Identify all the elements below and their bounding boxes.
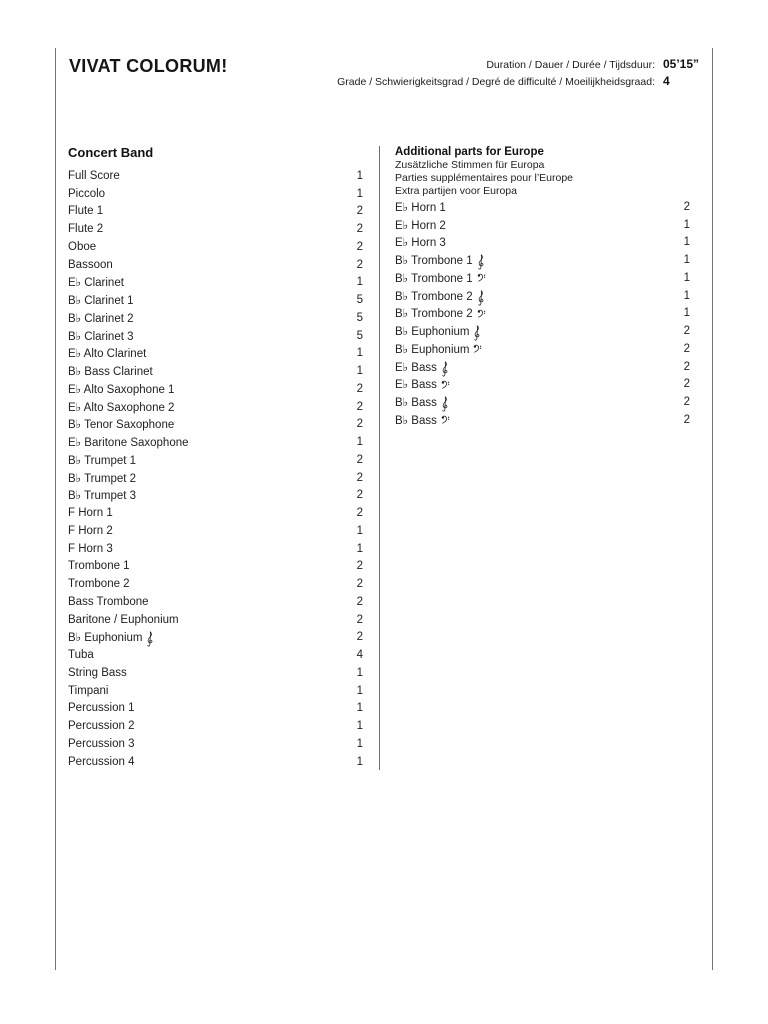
part-count: 2 xyxy=(356,382,363,395)
page-title: VIVAT COLORUM! xyxy=(69,56,228,76)
instrument-row xyxy=(68,717,363,735)
instrument-name xyxy=(68,346,146,360)
part-count: 5 xyxy=(356,294,363,307)
instrument-label: E♭ Bass xyxy=(395,361,437,374)
treble-clef-icon xyxy=(441,359,449,375)
part-count: 1 xyxy=(356,347,363,360)
instrument-label: E♭ Bass xyxy=(395,379,437,392)
instrument-label: B♭ Trumpet 2 xyxy=(68,472,137,485)
instrument-row xyxy=(68,451,363,469)
instrument-row xyxy=(68,682,363,700)
instrument-row xyxy=(395,305,690,323)
instrument-label: E♭ Baritone Saxophone xyxy=(68,437,189,450)
instrument-name xyxy=(68,702,134,714)
bass-clef-icon xyxy=(477,309,486,318)
instrument-row xyxy=(395,393,690,411)
part-count: 1 xyxy=(356,755,363,768)
instrument-name xyxy=(395,218,446,232)
duration-value: 05’15” xyxy=(663,57,700,71)
part-count: 1 xyxy=(356,737,363,750)
instrument-row xyxy=(68,646,363,664)
additional-parts-list xyxy=(395,198,690,429)
instrument-label: B♭ Bass xyxy=(395,397,437,410)
part-count: 2 xyxy=(356,453,363,466)
instrument-row xyxy=(68,416,363,434)
part-count: 2 xyxy=(683,413,690,426)
instrument-row xyxy=(68,593,363,611)
instrument-row xyxy=(395,251,690,269)
instrument-label: B♭ Trumpet 3 xyxy=(68,490,137,503)
instrument-label: Flute 2 xyxy=(68,223,104,236)
instrument-name xyxy=(68,311,134,325)
part-count: 1 xyxy=(356,276,363,289)
instrument-row xyxy=(68,735,363,753)
bass-clef-icon xyxy=(473,344,482,353)
instrument-row xyxy=(68,291,363,309)
instrument-name xyxy=(68,649,94,661)
instrument-row xyxy=(395,269,690,287)
instrument-label: B♭ Euphonium xyxy=(68,632,143,645)
instrument-name xyxy=(68,170,120,182)
additional-parts-heading: Additional parts for Europe xyxy=(395,146,544,158)
part-count: 4 xyxy=(356,649,363,662)
column-divider xyxy=(379,146,380,770)
part-count: 1 xyxy=(683,289,690,302)
instrument-name xyxy=(395,359,449,375)
part-count: 2 xyxy=(356,560,363,573)
instrument-label: E♭ Clarinet xyxy=(68,277,124,290)
instrument-label: E♭ Horn 2 xyxy=(395,219,446,232)
instrument-row xyxy=(395,340,690,358)
treble-clef-icon xyxy=(473,323,481,339)
treble-clef-icon xyxy=(477,288,485,304)
additional-parts-subheadings xyxy=(395,159,690,198)
instrument-row xyxy=(68,238,363,256)
instrument-row xyxy=(68,309,363,327)
instrument-name xyxy=(68,471,136,485)
instrument-row xyxy=(68,753,363,771)
instrument-label: String Bass xyxy=(68,666,127,679)
part-count: 2 xyxy=(356,400,363,413)
instrument-name xyxy=(68,293,134,307)
instrument-name xyxy=(68,738,134,750)
part-count: 2 xyxy=(356,578,363,591)
instrument-row xyxy=(68,629,363,647)
grade-value: 4 xyxy=(663,74,670,88)
part-count: 2 xyxy=(356,507,363,520)
instrument-name xyxy=(395,252,485,268)
instrument-name xyxy=(68,488,136,502)
part-count: 2 xyxy=(356,595,363,608)
instrument-row xyxy=(68,558,363,576)
part-count: 1 xyxy=(683,254,690,267)
instrument-name xyxy=(68,667,127,679)
instrument-name xyxy=(395,288,485,304)
concert-band-heading: Concert Band xyxy=(68,145,154,160)
part-count: 5 xyxy=(356,311,363,324)
instrument-label: B♭ Clarinet 1 xyxy=(68,295,134,308)
instrument-row xyxy=(395,198,690,216)
instrument-row xyxy=(68,575,363,593)
instrument-label: B♭ Bass xyxy=(395,414,437,427)
instrument-name xyxy=(68,205,103,217)
part-count: 1 xyxy=(356,365,363,378)
instrument-name xyxy=(68,188,105,200)
instrument-name xyxy=(68,756,134,768)
instrument-name xyxy=(68,525,113,537)
instrument-name xyxy=(68,382,174,396)
part-count: 2 xyxy=(356,471,363,484)
instrument-name xyxy=(68,543,113,555)
instrument-label: B♭ Trombone 2 xyxy=(395,308,473,321)
concert-band-list xyxy=(68,167,363,771)
instrument-row xyxy=(68,380,363,398)
instrument-row xyxy=(68,540,363,558)
grade-row xyxy=(337,74,710,88)
instrument-row xyxy=(68,664,363,682)
instrument-row xyxy=(68,167,363,185)
instrument-name xyxy=(395,394,449,410)
instrument-name xyxy=(395,235,446,249)
instrument-row xyxy=(68,362,363,380)
instrument-label: Bassoon xyxy=(68,258,113,271)
instrument-name xyxy=(68,560,130,572)
instrument-row xyxy=(68,611,363,629)
instrument-label: E♭ Horn 1 xyxy=(395,201,446,214)
page-border-left xyxy=(55,48,56,970)
instrument-row xyxy=(68,256,363,274)
treble-clef-icon xyxy=(146,629,154,645)
instrument-row xyxy=(395,322,690,340)
duration-row xyxy=(337,57,710,71)
instrument-row xyxy=(68,469,363,487)
instrument-row xyxy=(68,398,363,416)
part-count: 2 xyxy=(356,418,363,431)
duration-label: Duration / Dauer / Durée / Tijdsduur: xyxy=(486,59,655,71)
part-count: 1 xyxy=(356,720,363,733)
instrument-row xyxy=(68,433,363,451)
instrument-label: Tuba xyxy=(68,649,94,662)
instrument-label: Full Score xyxy=(68,169,120,182)
instrument-row xyxy=(395,234,690,252)
instrument-label: Percussion 1 xyxy=(68,702,135,715)
instrument-label: Flute 1 xyxy=(68,205,104,218)
instrument-name xyxy=(68,685,108,697)
instrument-label: F Horn 2 xyxy=(68,524,113,537)
part-count: 1 xyxy=(356,169,363,182)
instrument-label: Piccolo xyxy=(68,187,106,200)
instrument-name xyxy=(68,329,134,343)
part-count: 2 xyxy=(683,396,690,409)
instrument-row xyxy=(68,220,363,238)
instrument-row xyxy=(68,185,363,203)
instrument-label: Percussion 4 xyxy=(68,755,135,768)
additional-parts-section xyxy=(395,145,690,429)
bass-clef-icon xyxy=(441,415,450,424)
instrument-name xyxy=(395,200,446,214)
instrument-label: B♭ Tenor Saxophone xyxy=(68,419,175,432)
part-count: 1 xyxy=(683,271,690,284)
part-count: 1 xyxy=(356,524,363,537)
part-count: 2 xyxy=(683,200,690,213)
treble-clef-icon xyxy=(441,394,449,410)
instrument-label: E♭ Alto Saxophone 1 xyxy=(68,383,175,396)
instrument-label: B♭ Trumpet 1 xyxy=(68,454,137,467)
instrument-label: F Horn 1 xyxy=(68,507,113,520)
instrument-name xyxy=(68,417,174,431)
part-count: 1 xyxy=(356,436,363,449)
instrument-label: Trombone 2 xyxy=(68,578,130,591)
instrument-name xyxy=(68,435,189,449)
instrument-name xyxy=(68,259,113,271)
instrument-name xyxy=(68,720,134,732)
subheading-line: Parties supplémentaires pour l’Europe xyxy=(395,172,574,184)
instrument-name xyxy=(395,271,486,285)
instrument-label: B♭ Euphonium xyxy=(395,343,470,356)
bass-clef-icon xyxy=(441,380,450,389)
part-count: 2 xyxy=(356,258,363,271)
subheading-line: Extra partijen voor Europa xyxy=(395,185,517,197)
part-count: 2 xyxy=(356,489,363,502)
instrument-name xyxy=(68,223,103,235)
instrument-name xyxy=(68,578,130,590)
subheading-line: Zusätzliche Stimmen für Europa xyxy=(395,159,545,171)
part-count: 1 xyxy=(356,666,363,679)
instrument-name xyxy=(68,364,153,378)
instrument-label: E♭ Horn 3 xyxy=(395,237,446,250)
instrument-name xyxy=(68,596,149,608)
instrument-name xyxy=(395,342,482,356)
instrument-name xyxy=(68,241,96,253)
part-count: 1 xyxy=(356,684,363,697)
part-count: 1 xyxy=(356,542,363,555)
part-count: 2 xyxy=(683,325,690,338)
instrument-row xyxy=(68,700,363,718)
instrument-row xyxy=(395,216,690,234)
instrument-label: Trombone 1 xyxy=(68,560,130,573)
instrument-label: E♭ Alto Clarinet xyxy=(68,348,147,361)
part-count: 2 xyxy=(683,360,690,373)
instrument-label: B♭ Clarinet 2 xyxy=(68,312,134,325)
instrument-row xyxy=(68,203,363,221)
instrument-label: B♭ Bass Clarinet xyxy=(68,366,153,379)
instrument-name xyxy=(68,507,113,519)
instrument-row xyxy=(68,522,363,540)
part-count: 2 xyxy=(683,342,690,355)
part-count: 1 xyxy=(356,702,363,715)
header-meta xyxy=(337,57,710,88)
part-count: 2 xyxy=(356,223,363,236)
instrument-row xyxy=(68,504,363,522)
instrument-label: F Horn 3 xyxy=(68,542,113,555)
instrument-label: Percussion 2 xyxy=(68,720,135,733)
grade-label: Grade / Schwierigkeitsgrad / Degré de difficulté / Moeilijkheidsgraad: xyxy=(337,76,655,88)
instrument-label: B♭ Euphonium xyxy=(395,326,470,339)
instrument-label: Baritone / Euphonium xyxy=(68,613,179,626)
instrument-name xyxy=(395,323,481,339)
instrument-name xyxy=(68,614,179,626)
part-count: 1 xyxy=(683,218,690,231)
instrument-name xyxy=(68,629,154,645)
instrument-row xyxy=(68,327,363,345)
part-count: 2 xyxy=(683,378,690,391)
part-count: 1 xyxy=(683,307,690,320)
concert-band-section xyxy=(68,145,363,771)
instrument-label: E♭ Alto Saxophone 2 xyxy=(68,401,175,414)
instrument-name xyxy=(395,377,450,391)
part-count: 1 xyxy=(683,236,690,249)
instrument-label: Percussion 3 xyxy=(68,737,135,750)
instrument-label: Oboe xyxy=(68,240,97,253)
part-count: 2 xyxy=(356,205,363,218)
part-count: 2 xyxy=(356,613,363,626)
instrument-label: B♭ Trombone 1 xyxy=(395,272,473,285)
instrument-name xyxy=(68,400,174,414)
instrument-row xyxy=(68,487,363,505)
part-count: 2 xyxy=(356,240,363,253)
instrument-label: B♭ Trombone 1 xyxy=(395,255,473,268)
instrument-name xyxy=(68,453,136,467)
treble-clef-icon xyxy=(477,252,485,268)
instrument-name xyxy=(68,275,124,289)
instrument-row xyxy=(395,411,690,429)
instrument-label: Timpani xyxy=(68,684,109,697)
instrument-row xyxy=(395,287,690,305)
part-count: 2 xyxy=(356,631,363,644)
part-count: 5 xyxy=(356,329,363,342)
instrument-name xyxy=(395,306,486,320)
part-count: 1 xyxy=(356,187,363,200)
instrument-row xyxy=(395,376,690,394)
instrument-label: B♭ Trombone 2 xyxy=(395,290,473,303)
instrument-row xyxy=(395,358,690,376)
bass-clef-icon xyxy=(477,273,486,282)
instrument-row xyxy=(68,345,363,363)
page-border-right xyxy=(712,48,713,970)
instrument-row xyxy=(68,274,363,292)
instrument-name xyxy=(395,413,450,427)
instrument-label: B♭ Clarinet 3 xyxy=(68,330,134,343)
instrument-label: Bass Trombone xyxy=(68,595,149,608)
